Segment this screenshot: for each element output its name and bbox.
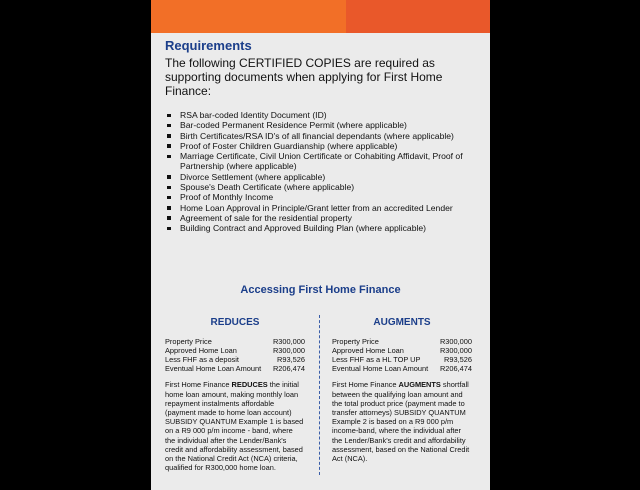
finance-row [332,346,472,355]
row-label: Property Price [332,337,379,346]
finance-row [165,364,305,373]
para-text: First Home Finance [165,380,232,390]
list-item: Bar-coded Permanent Residence Permit (where applicable) [165,120,478,130]
column-divider [319,315,320,475]
list-item: Agreement of sale for the residential property [165,213,478,223]
header-band-right [346,0,490,33]
para-text: First Home Finance [332,380,399,390]
para-text: shortfall between the qualifying loan amount and the total product price (payment made to transfer attorneys) SUBSIDY QUANTUM Example 2 is based on a R9 000 p/m income-band, where the individual after the Lender/Bank's credit and affordability assessment, based on the National Credit Act (NCA). [332,380,470,463]
requirements-intro: The following CERTIFIED COPIES are required as supporting documents when applying for First Home Finance: [165,56,443,98]
header-band-left [151,0,346,33]
row-value: R300,000 [272,337,305,346]
row-label: Property Price [165,337,212,346]
list-item: Proof of Monthly Income [165,192,478,202]
requirements-title: Requirements [165,38,252,53]
para-emphasis: REDUCES [231,380,268,390]
requirements-list [165,110,478,234]
requirements-section [165,38,478,234]
list-item: Proof of Foster Children Guardianship (where applicable) [165,141,478,151]
augments-paragraph [332,380,472,463]
augments-heading: AUGMENTS [373,317,431,328]
row-label: Less FHF as a HL TOP UP [332,355,421,365]
row-label: Less FHF as a deposit [165,355,239,365]
list-item: Home Loan Approval in Principle/Grant letter from an accredited Lender [165,203,478,213]
row-value: R93,526 [444,355,472,365]
row-value: R206,474 [272,364,305,374]
list-item: Spouse's Death Certificate (where applicable) [165,182,478,192]
finance-row [332,355,472,364]
finance-row [165,355,305,364]
list-item: Building Contract and Approved Building Plan (where applicable) [165,223,478,233]
augments-column [332,317,472,463]
para-emphasis: AUGMENTS [398,380,441,390]
row-value: R300,000 [272,346,305,356]
para-text: the initial home loan amount, making monthly loan repayment instalments affordable (payment made to home loan account) SUBSIDY QUANTUM Example 1 is based on a R9 000 p/m income - band, where the individual after the Lender/Bank's credit and affordability assessment, based on the National Credit Act (NCA) criteria, qualified for R300,000 home loan. [165,380,304,473]
document-page [151,0,490,490]
reduces-paragraph [165,380,305,472]
list-item: Birth Certificates/RSA ID's of all financial dependants (where applicable) [165,131,478,141]
list-item: Divorce Settlement (where applicable) [165,172,478,182]
list-item: Marriage Certificate, Civil Union Certificate or Cohabiting Affidavit, Proof of Partnership (where applicable) [165,151,478,172]
reduces-heading: REDUCES [210,317,260,328]
row-value: R93,526 [277,355,305,365]
list-item: RSA bar-coded Identity Document (ID) [165,110,478,120]
finance-row [332,337,472,346]
row-label: Eventual Home Loan Amount [332,364,429,374]
row-label: Approved Home Loan [165,346,237,356]
section-title: Accessing First Home Finance [240,284,401,296]
finance-row [165,346,305,355]
row-value: R300,000 [439,346,472,356]
row-value: R206,474 [439,364,472,374]
row-label: Approved Home Loan [332,346,404,356]
finance-row [332,364,472,373]
row-label: Eventual Home Loan Amount [165,364,262,374]
reduces-column [165,317,305,472]
row-value: R300,000 [439,337,472,346]
finance-row [165,337,305,346]
